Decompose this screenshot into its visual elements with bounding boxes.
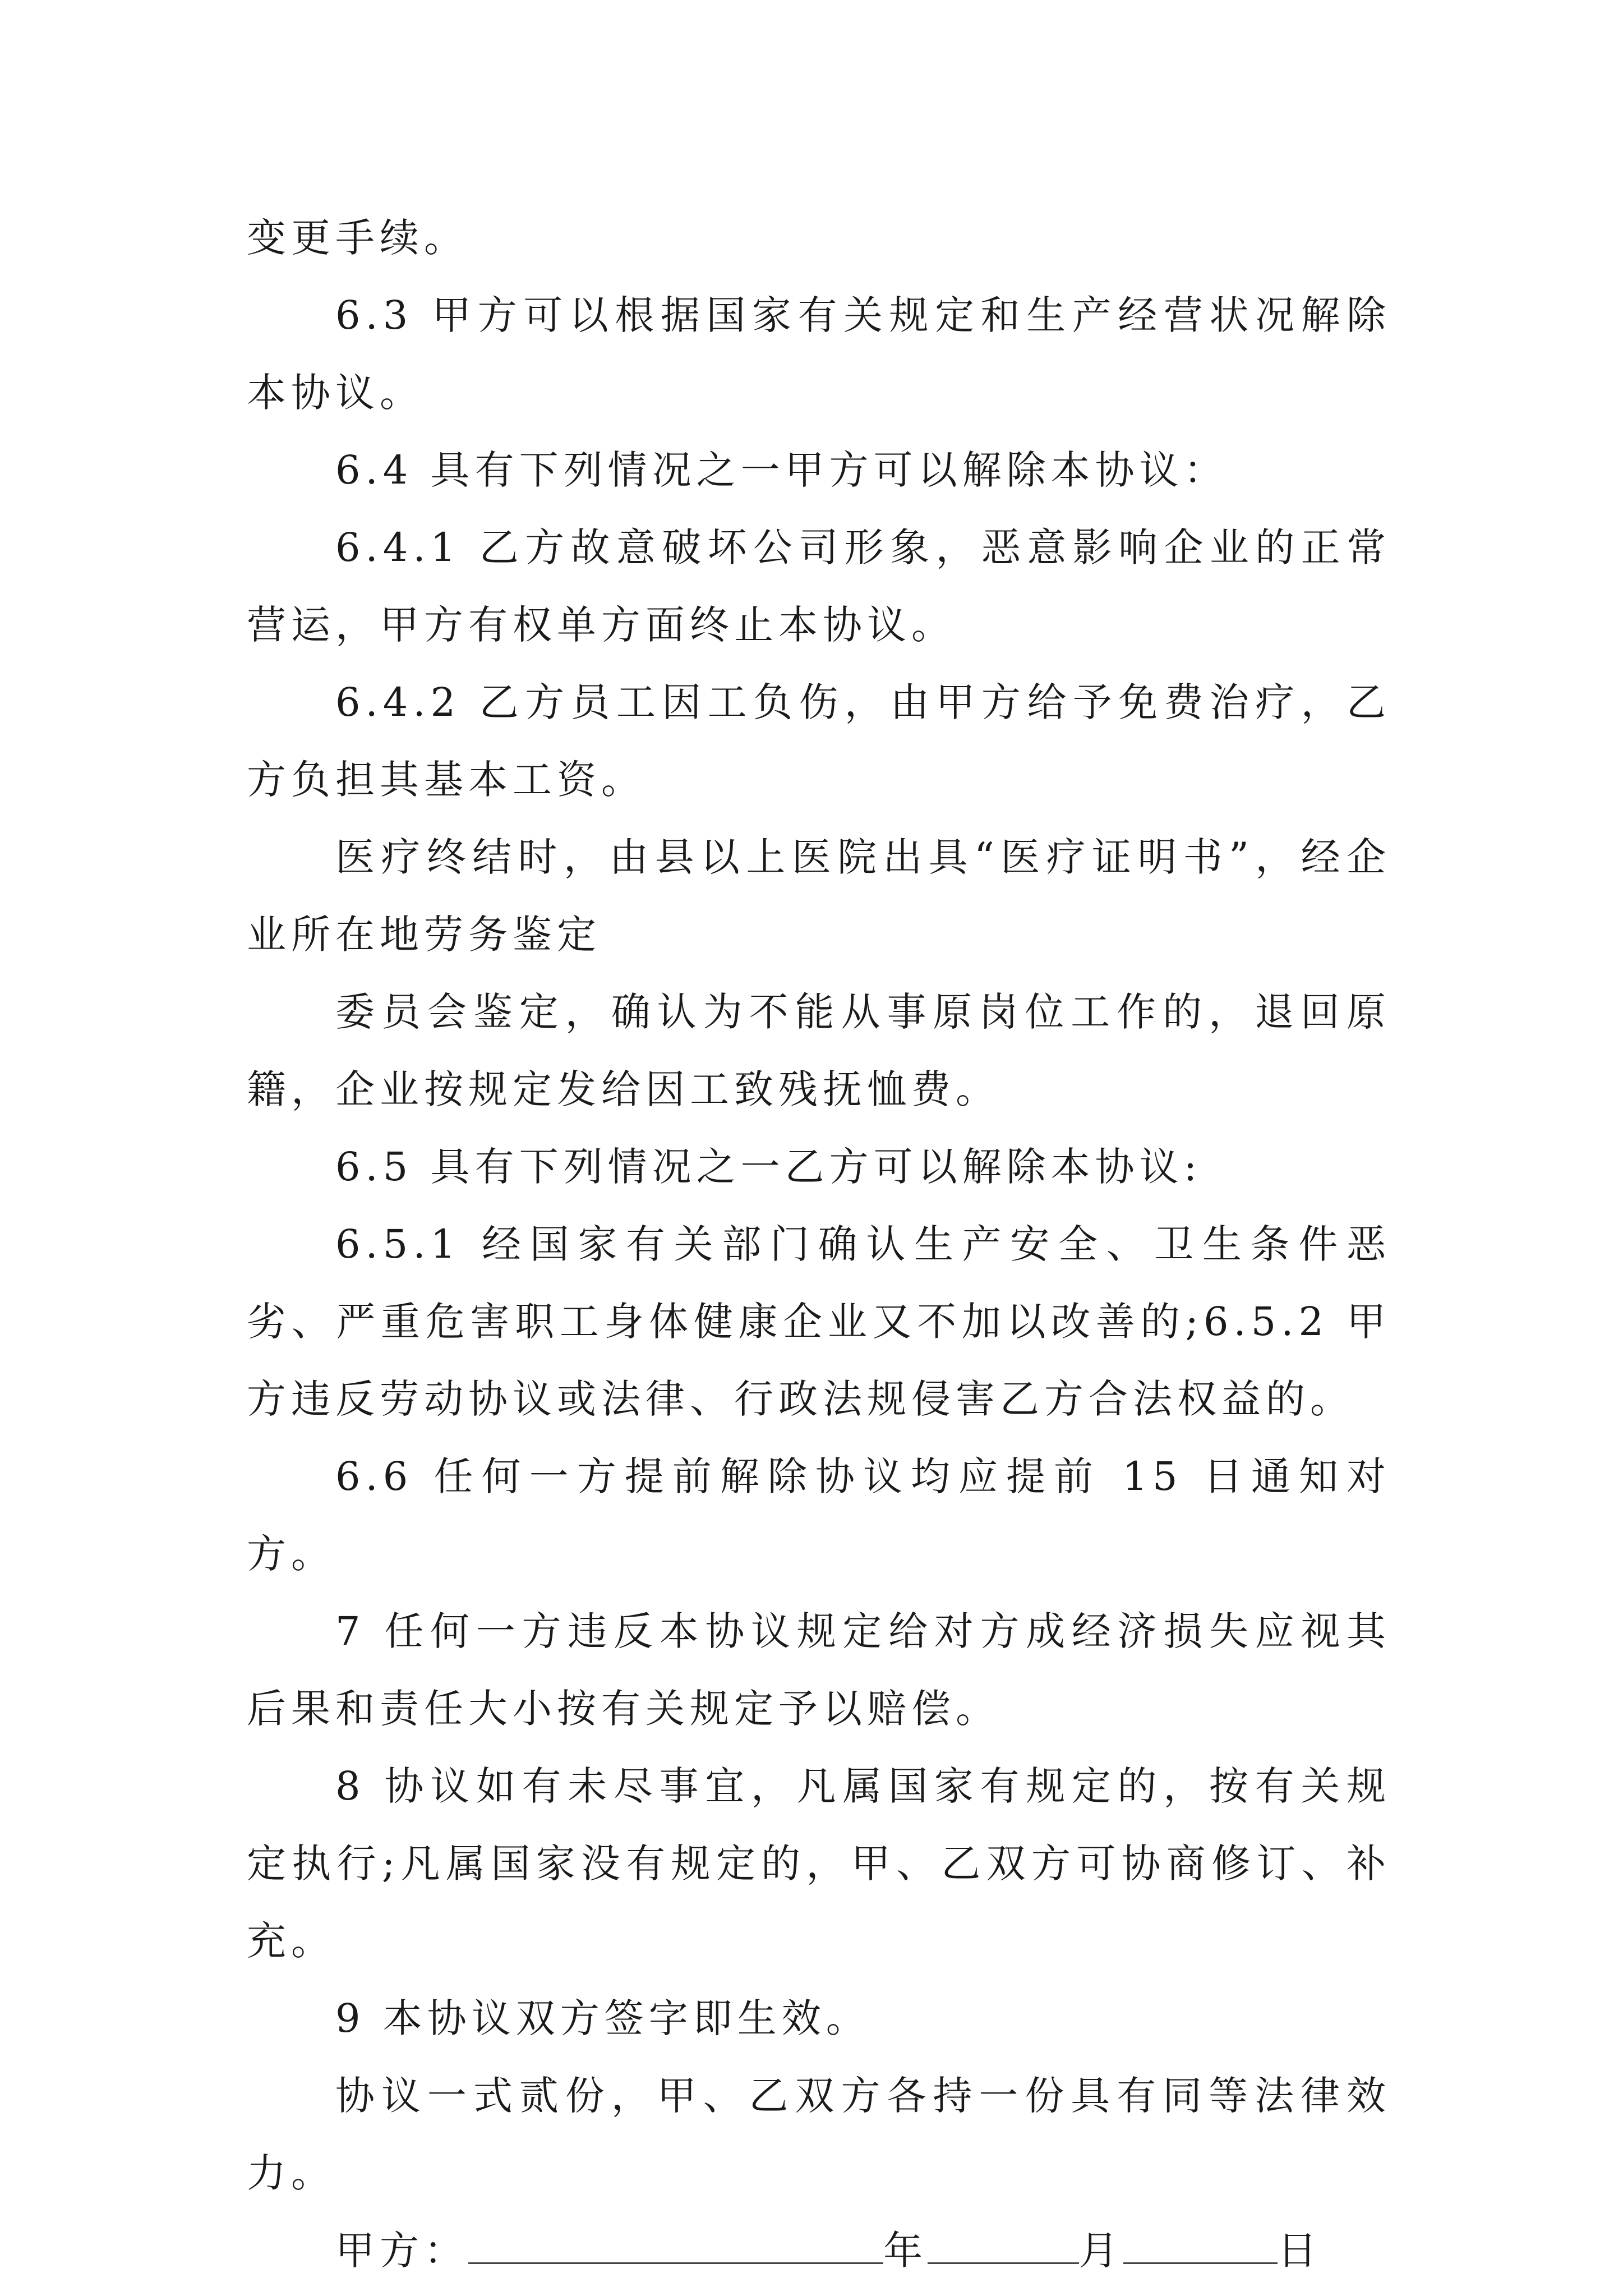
paragraph-6-4-1: 6.4.1 乙方故意破坏公司形象，恶意影响企业的正常营运，甲方有权单方面终止本协议。 <box>247 524 1391 648</box>
document-body <box>247 199 1391 2289</box>
year-label: 年 <box>883 2228 928 2274</box>
party-a-signature-blank <box>468 2228 883 2264</box>
paragraph-9: 9 本协议双方签字即生效。 <box>335 1995 870 2041</box>
paragraph-8: 8 协议如有未尽事宜，凡属国家有规定的，按有关规定执行;凡属国家没有规定的，甲、乙双方可协商修订、补充。 <box>247 1763 1391 1964</box>
day-blank <box>1123 2228 1278 2264</box>
paragraph-6-5: 6.5 具有下列情况之一乙方可以解除本协议: <box>335 1144 1202 1190</box>
month-label: 月 <box>1079 2228 1123 2274</box>
paragraph-7: 7 任何一方违反本协议规定给对方成经济损失应视其后果和责任大小按有关规定予以赔偿。 <box>247 1608 1391 1732</box>
paragraph-change-procedures: 变更手续。 <box>247 215 468 261</box>
day-label: 日 <box>1278 2228 1322 2274</box>
signature-line <box>247 2212 1391 2289</box>
paragraph-6-5-1: 6.5.1 经国家有关部门确认生产安全、卫生条件恶劣、严重危害职工身体健康企业又不加以改善的;6.5.2 甲方违反劳动协议或法律、行政法规侵害乙方合法权益的。 <box>247 1221 1391 1422</box>
paragraph-committee-appraisal: 委员会鉴定，确认为不能从事原岗位工作的，退回原籍，企业按规定发给因工致残抚恤费。 <box>247 989 1391 1112</box>
paragraph-copies: 协议一式贰份，甲、乙双方各持一份具有同等法律效力。 <box>247 2073 1391 2196</box>
paragraph-6-6: 6.6 任何一方提前解除协议均应提前 15 日通知对方。 <box>247 1453 1391 1577</box>
paragraph-6-4-2: 6.4.2 乙方员工因工负伤，由甲方给予免费治疗，乙方负担其基本工资。 <box>247 679 1391 803</box>
paragraph-medical-termination: 医疗终结时，由县以上医院出具“医疗证明书”，经企业所在地劳务鉴定 <box>247 834 1391 958</box>
month-blank <box>928 2228 1079 2264</box>
paragraph-6-3: 6.3 甲方可以根据国家有关规定和生产经营状况解除本协议。 <box>247 292 1391 416</box>
party-a-label: 甲方： <box>335 2228 468 2274</box>
paragraph-6-4: 6.4 具有下列情况之一甲方可以解除本协议： <box>335 447 1228 493</box>
